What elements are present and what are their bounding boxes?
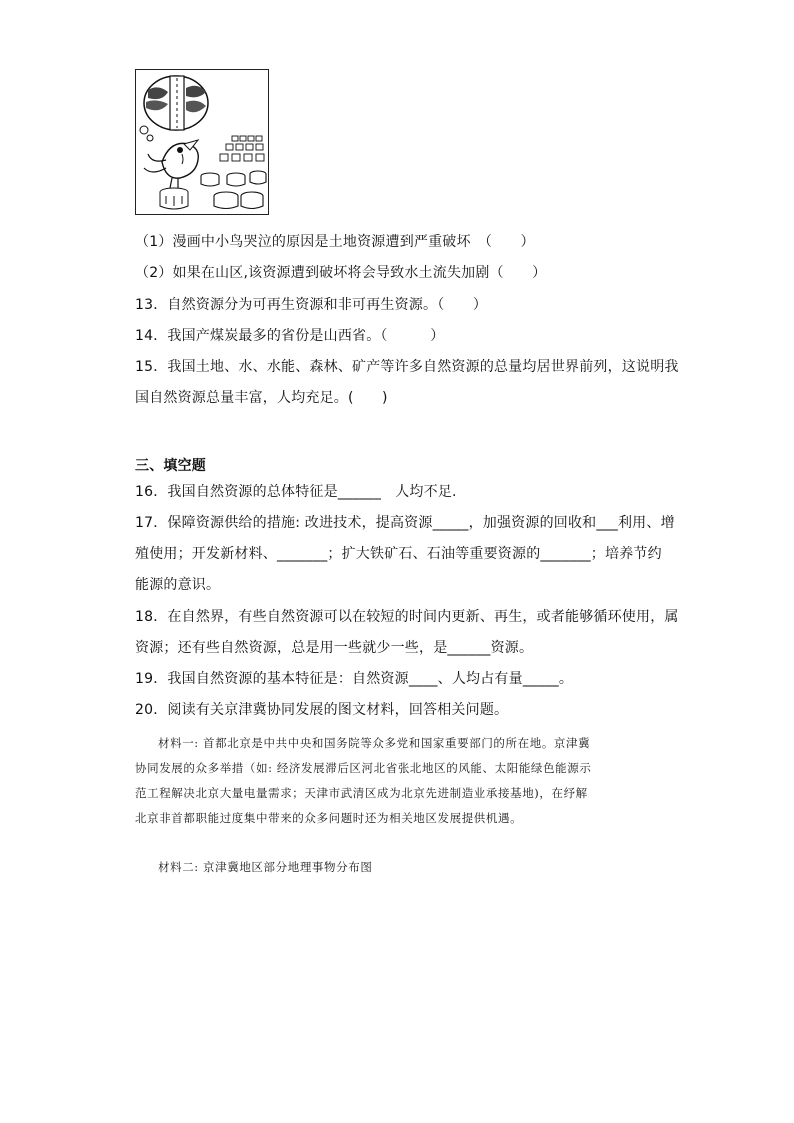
material-one-line3: 范工程解决北京大量电量需求；天津市武清区成为北京先进制造业承接基地)，在纾解 [135,786,588,800]
question-18-line1: 18．在自然界，有些自然资源可以在较短的时间内更新、再生，或者能够循环使用，属 [135,609,679,625]
material-one [135,731,660,831]
question-15-line2: 国自然资源总量丰富，人均充足。( ) [135,390,388,406]
question-17-line3: 能源的意识。 [135,577,221,593]
question-14: 14．我国产煤炭最多的省份是山西省。（ ） [135,328,445,344]
question-13: 13．自然资源分为可再生资源和非可再生资源。（ ） [135,297,488,313]
material-one-line4: 北京非首都职能过度集中带来的众多问题时还为相关地区发展提供机遇。 [135,811,523,825]
question-16: 16．我国自然资源的总体特征是______ 人均不足. [135,484,457,500]
cartoon-crying-bird-stumps [135,69,269,215]
question-12-2: （2）如果在山区,该资源遭到破坏将会导致水土流失加剧（ ） [135,265,547,281]
question-17-line1: 17．保障资源供给的措施: 改进技术，提高资源_____，加强资源的回收和___利用、增 [135,515,675,531]
question-17-line2: 殖使用；开发新材料、_______；扩大铁矿石、石油等重要资源的_______；培养节约 [135,546,662,562]
question-15-line1: 15．我国土地、水、水能、森林、矿产等许多自然资源的总量均居世界前列，这说明我 [135,359,679,375]
question-18-line2: 资源；还有些自然资源，总是用一些就少一些，是______资源。 [135,640,534,656]
question-12-1: （1）漫画中小鸟哭泣的原因是土地资源遭到严重破坏 （ ） [135,234,535,250]
material-two-caption: 材料二: 京津冀地区部分地理事物分布图 [158,860,373,874]
section-title-fill-in: 三、填空题 [135,458,206,474]
material-two [135,855,660,880]
question-20: 20．阅读有关京津冀协同发展的图文材料，回答相关问题。 [135,702,509,718]
cartoon-illustration-icon [136,70,268,214]
material-one-line2: 协同发展的众多举措（如: 经济发展滞后区河北省张北地区的风能、太阳能绿色能源示 [135,761,592,775]
material-one-line1: 材料一: 首都北京是中共中央和国务院等众多党和国家重要部门的所在地。京津冀 [158,736,591,750]
question-19: 19．我国自然资源的基本特征是：自然资源____、人均占有量_____。 [135,671,574,687]
